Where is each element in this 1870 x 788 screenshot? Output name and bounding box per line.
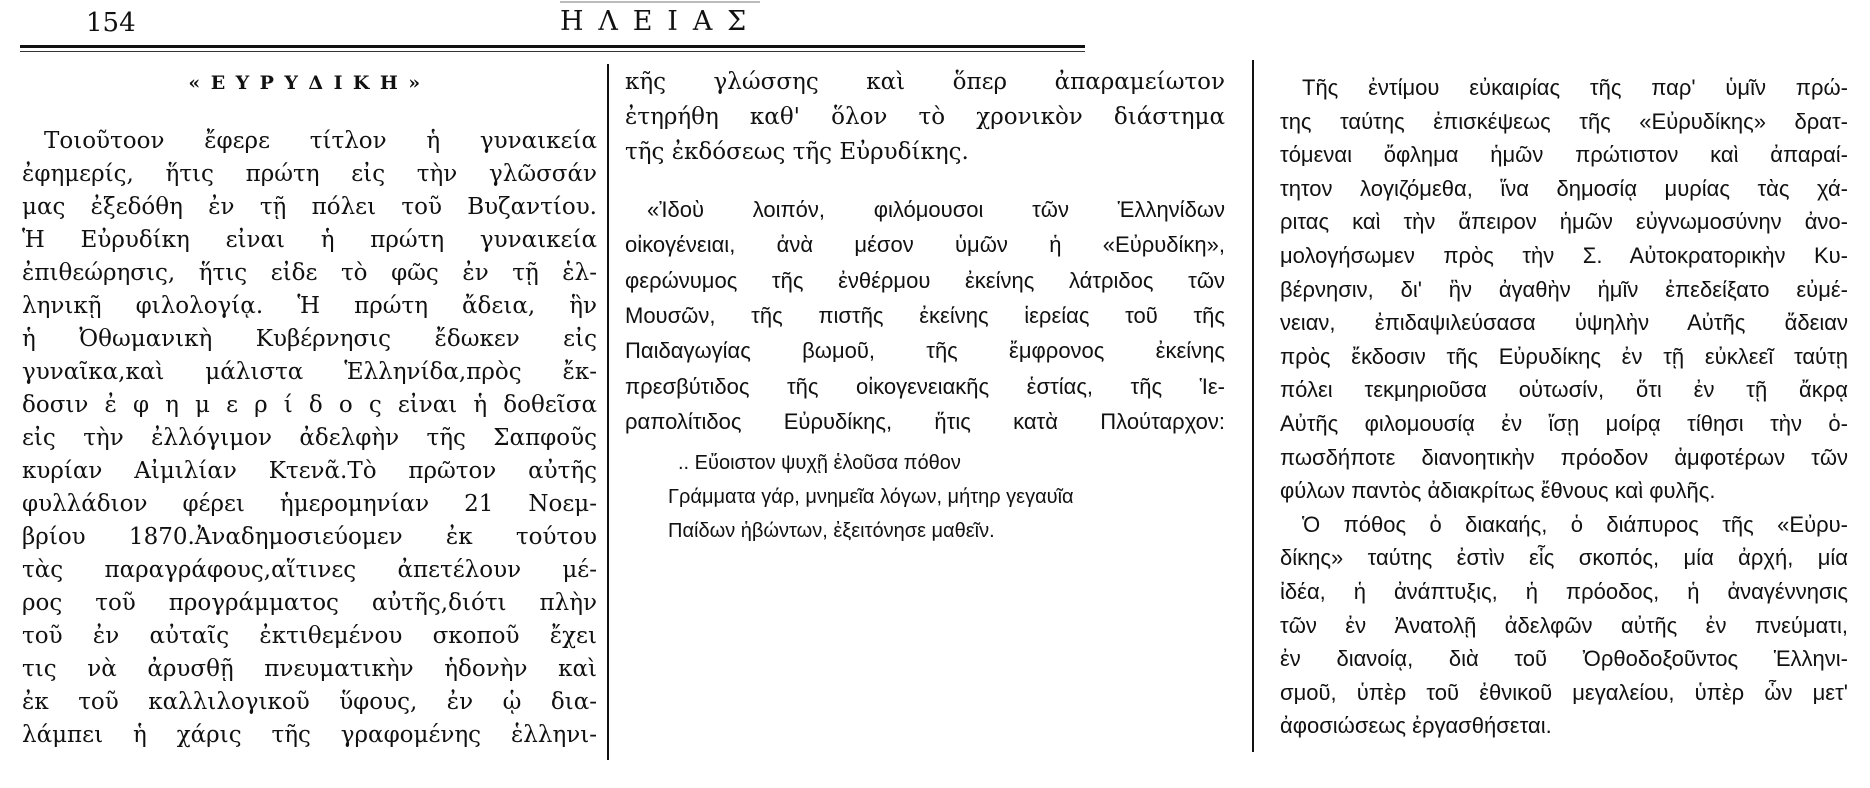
text-line: ἀφοσιώσεως ἐργασθήσεται. bbox=[1280, 713, 1552, 739]
poem-line: .. Εὔοιστον ψυχῇ ἑλοῦσα πόθον bbox=[678, 452, 961, 474]
quote-line: πρεσβύτιδος τῆς οἰκογενειακῆς ἑστίας, τῆς Ἱε- bbox=[625, 374, 1225, 399]
text-line: ἐτηρήθη καθ' ὅλον τὸ χρονικὸν διάστημα bbox=[625, 104, 1225, 130]
text-line: δίκης» ταύτης ἐστὶν εἷς σκοπός, μία ἀρχή, μία bbox=[1280, 545, 1848, 571]
text-line: μας ἐξεδόθη ἐν τῇ πόλει τοῦ Βυζαντίου. bbox=[22, 194, 597, 220]
text-line: τῆς ἐκδόσεως τῆς Εὐρυδίκης. bbox=[625, 139, 969, 165]
text-line: σμοῦ, ὑπὲρ τοῦ ἐθνικοῦ μεγαλείου, ὑπὲρ ὧν μετ' bbox=[1280, 679, 1848, 705]
text-line: τόμεναι ὄφλημα ἡμῶν πρώτιστον καὶ ἀπαραί- bbox=[1280, 142, 1848, 168]
text-line: εἰς τὴν ἐλλόγιμον ἀδελφὴν τῆς Σαπφοῦς bbox=[22, 425, 597, 451]
poem-line: Γράμματα γάρ, μνημεῖα λόγων, μήτηρ γεγαυῖα bbox=[668, 486, 1074, 508]
text-line: βρίου 1870.Ἀναδημοσιεύομεν ἐκ τούτου bbox=[22, 524, 597, 550]
running-title: ΗΛΕΙΑΣ bbox=[560, 6, 762, 37]
poem-line: Παίδων ἡβώντων, ἐξειτόνησε μαθεῖν. bbox=[668, 520, 995, 542]
column-divider-right bbox=[1252, 60, 1254, 752]
text-line: ληνικῇ φιλολογίᾳ. Ἡ πρώτη ἄδεια, ἣν bbox=[22, 293, 597, 319]
text-line: δοσιν ἐ φ η μ ε ρ ί δ ο ς εἶναι ἡ δοθεῖσα bbox=[22, 392, 597, 418]
text-line: Αὐτῆς φιλομουσίᾳ ἐν ἴσῃ μοίρᾳ τίθησι τὴν ὁ- bbox=[1280, 411, 1848, 436]
text-line: γυναῖκα,καὶ μάλιστα Ἑλληνίδα,πρὸς ἔκ- bbox=[22, 359, 597, 385]
text-line: μολογήσωμεν πρὸς τὴν Σ. Αὐτοκρατορικὴν Κυ- bbox=[1280, 243, 1848, 268]
text-line: ἐν διανοίᾳ, διὰ τοῦ Ὀρθοδοξοῦντος Ἑλληνι- bbox=[1280, 646, 1848, 672]
text-line: Τοιοῦτοον ἔφερε τίτλον ἡ γυναικεία bbox=[44, 128, 597, 154]
text-line: Ἡ Εὐρυδίκη εἶναι ἡ πρώτη γυναικεία bbox=[22, 227, 597, 253]
text-line: τις νὰ ἀρυσθῇ πνευματικὴν ἡδονὴν καὶ bbox=[22, 656, 597, 682]
text-line: Ὁ πόθος ὁ διακαής, ὁ διάπυρος τῆς «Εὐρυ- bbox=[1302, 511, 1848, 537]
text-line: ριτας καὶ τὴν ἄπειρον ἡμῶν εὐγνωμοσύνην ἀνο- bbox=[1280, 209, 1848, 235]
text-line: λάμπει ἡ χάρις τῆς γραφομένης ἑλληνι- bbox=[22, 722, 597, 748]
header-rule-thin bbox=[20, 51, 1085, 52]
text-line: πόλει τεκμηριοῦσα οὑτωσίν, ὅτι ἐν τῇ ἄκρᾳ bbox=[1280, 377, 1848, 403]
text-line: ἐκ τοῦ καλλιλογικοῦ ὕφους, ἐν ᾧ δια- bbox=[22, 689, 597, 715]
header-rule-thick bbox=[20, 45, 1085, 48]
quote-line: οἰκογένειαι, ἀνὰ μέσον ὑμῶν ἡ «Εὐρυδίκη», bbox=[625, 232, 1225, 257]
text-line: ἐφημερίς, ἥτις πρώτη εἰς τὴν γλῶσσάν bbox=[22, 161, 597, 187]
quote-line: φερώνυμος τῆς ἐνθέρμου ἐκείνης λάτριδος τῶν bbox=[625, 268, 1225, 293]
column-divider-left bbox=[607, 64, 609, 760]
text-line: πρὸς ἔκδοσιν τῆς Εὐρυδίκης ἐν τῇ εὐκλεεῖ ταύτῃ bbox=[1280, 343, 1848, 369]
text-line: τοῦ ἐν αὐταῖς ἐκτιθεμένου σκοποῦ ἔχει bbox=[22, 623, 597, 649]
text-line: Τῆς ἐντίμου εὐκαιρίας τῆς παρ' ὑμῖν πρώ- bbox=[1302, 75, 1848, 100]
text-line: κῆς γλώσσης καὶ ὅπερ ἀπαραμείωτον bbox=[625, 69, 1225, 95]
text-line: νειαν, ἐπιδαψιλεύσασα ὑψηλὴν Αὐτῆς ἄδειαν bbox=[1280, 310, 1848, 336]
text-line: φυλλάδιον φέρει ἡμερομηνίαν 21 Νοεμ- bbox=[22, 491, 597, 517]
text-line: φύλων παντὸς ἀδιακρίτως ἔθνους καὶ φυλῆς. bbox=[1280, 478, 1716, 504]
text-line: ἡ Ὀθωμανικὴ Κυβέρνησις ἔδωκεν εἰς bbox=[22, 326, 597, 352]
quote-line: Παιδαγωγίας βωμοῦ, τῆς ἔμφρονος ἐκείνης bbox=[625, 338, 1225, 363]
text-line: της ταύτης ἐπισκέψεως τῆς «Εὐρυδίκης» δρατ- bbox=[1280, 108, 1848, 134]
quote-line: «Ἰδοὺ λοιπόν, φιλόμουσοι τῶν Ἑλληνίδων bbox=[647, 197, 1225, 222]
top-edge-rule bbox=[560, 1, 760, 3]
article-heading: «ΕΥΡΥΔΙΚΗ» bbox=[188, 72, 431, 94]
text-line: τητον λογιζόμεθα, ἵνα δημοσίᾳ μυρίας τὰς χά- bbox=[1280, 175, 1848, 201]
quote-line: Μουσῶν, τῆς πιστῆς ἐκείνης ἱερείας τοῦ τῆς bbox=[625, 303, 1225, 328]
quote-line: ραπολίτιδος Εὐρυδίκης, ἥτις κατὰ Πλούταρχον: bbox=[625, 409, 1225, 434]
text-line: τῶν ἐν Ἀνατολῇ ἀδελφῶν αὐτῆς ἐν πνεύματι, bbox=[1280, 612, 1848, 638]
text-line: ἰδέα, ἡ ἀνάπτυξις, ἡ πρόοδος, ἡ ἀναγέννησις bbox=[1280, 579, 1848, 604]
text-line: ἐπιθεώρησις, ἥτις εἶδε τὸ φῶς ἐν τῇ ἑλ- bbox=[22, 260, 597, 286]
page-number: 154 bbox=[86, 8, 136, 38]
text-line: πωσδήποτε διανοητικὴν πρόοδον ἀμφοτέρων τῶν bbox=[1280, 444, 1848, 470]
text-line: κυρίαν Αἰμιλίαν Κτενᾶ.Τὸ πρῶτον αὐτῆς bbox=[22, 458, 597, 484]
text-line: ρος τοῦ προγράμματος αὐτῆς,διότι πλὴν bbox=[22, 590, 597, 616]
text-line: βέρνησιν, δι' ἣν ἀγαθὴν ἡμῖν ἐπεδείξατο εὐμέ- bbox=[1280, 276, 1848, 302]
text-line: τὰς παραγράφους,αἵτινες ἀπετέλουν μέ- bbox=[22, 557, 597, 583]
